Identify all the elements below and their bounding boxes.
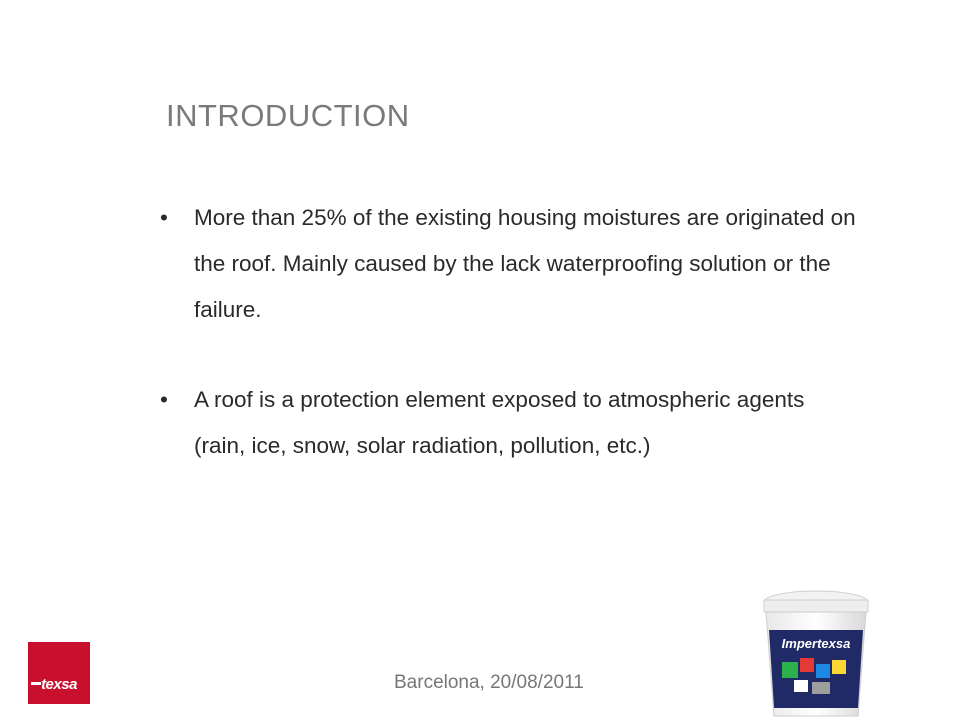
bullet-marker: • — [160, 205, 168, 230]
product-brand-text: Impertexsa — [781, 636, 851, 651]
bullet-list — [160, 195, 860, 469]
product-bucket-image — [758, 586, 874, 720]
bullet-text: More than 25% of the existing housing moistures are originated on the roof. Mainly caused by the lack waterproofing solution or the failure. — [194, 205, 856, 322]
bullet-item — [160, 377, 860, 469]
bullet-text: A roof is a protection element exposed to atmospheric agents (rain, ice, snow, solar radiation, pollution, etc.) — [194, 387, 805, 458]
logo-text: texsa — [41, 676, 77, 693]
bullet-marker: • — [160, 387, 168, 412]
footer-date: Barcelona, 20/08/2011 — [394, 672, 584, 693]
bullet-item — [160, 195, 860, 333]
slide-title: INTRODUCTION — [166, 98, 410, 133]
texsa-logo — [28, 642, 90, 704]
